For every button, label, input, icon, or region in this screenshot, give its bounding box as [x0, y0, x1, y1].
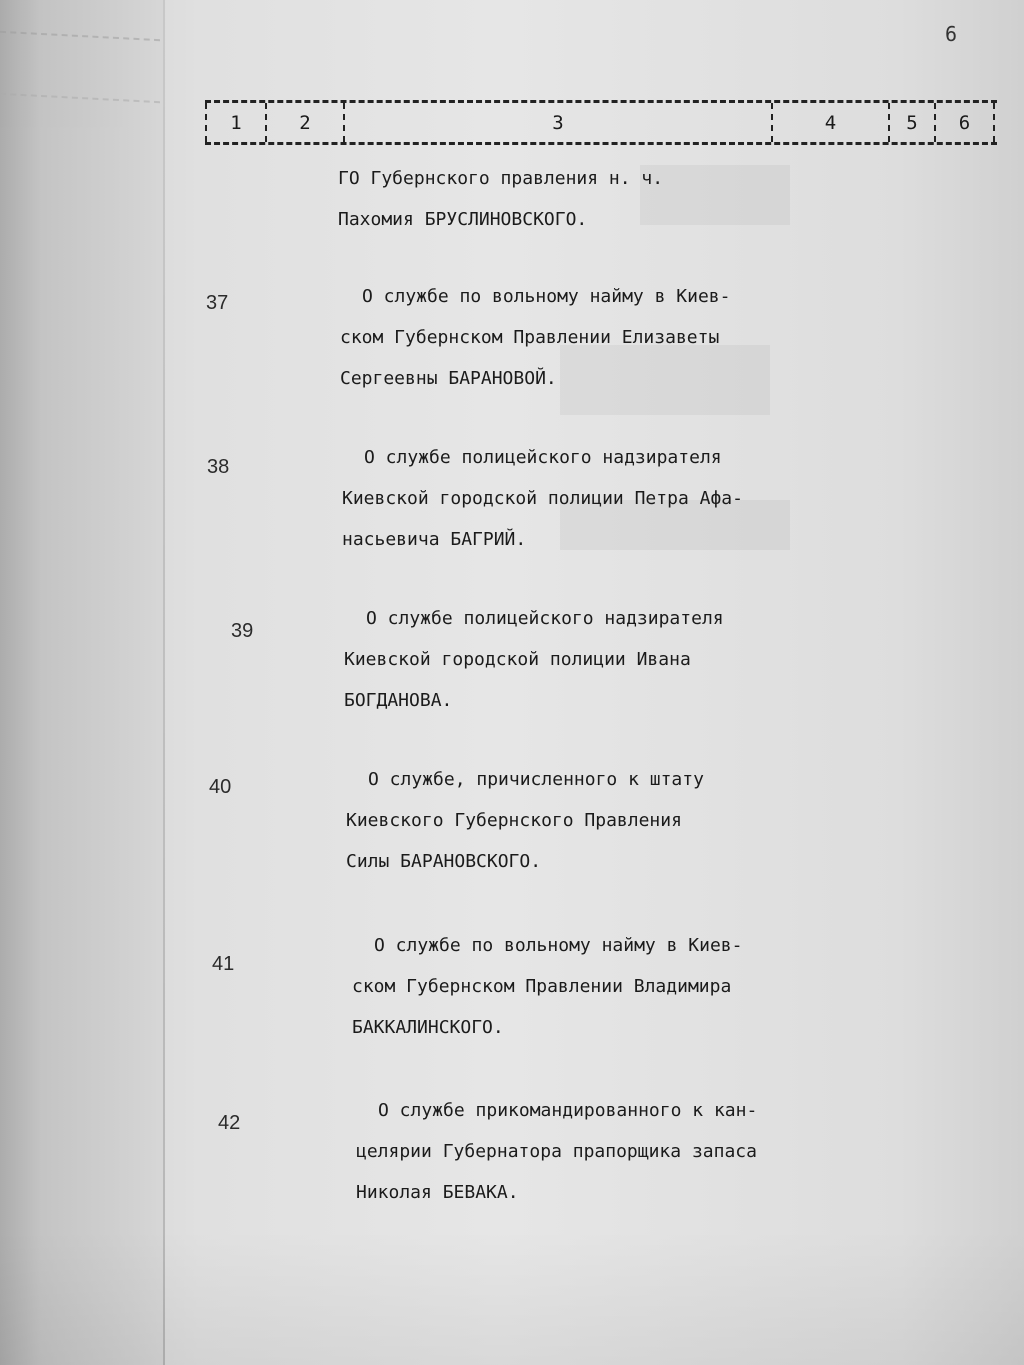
- text-line: Николая БЕВАКА.: [356, 1182, 519, 1203]
- column-header-2: 2: [265, 103, 343, 142]
- text-line: О службе по вольному найму в Киев-: [362, 286, 731, 307]
- entry-number: 39: [231, 620, 254, 642]
- column-header-6: 6: [934, 103, 995, 142]
- column-header-3: 3: [343, 103, 771, 142]
- entry-description: [356, 1090, 757, 1213]
- text-line: Сергеевны БАРАНОВОЙ.: [340, 368, 557, 389]
- text-line: О службе, причисленного к штату: [368, 769, 704, 790]
- text-line: О службе полицейского надзирателя: [364, 447, 722, 468]
- text-line: ском Губернском Правлении Владимира: [352, 976, 732, 997]
- text-line: насьевича БАГРИЙ.: [342, 529, 527, 550]
- text-line: ГО Губернского правления н. ч.: [338, 168, 664, 189]
- entry-description: [344, 598, 724, 721]
- text-line: О службе полицейского надзирателя: [366, 608, 724, 629]
- text-line: Киевской городской полиции Ивана: [344, 649, 691, 670]
- column-header-1: 1: [205, 103, 265, 142]
- entry-number: 37: [206, 292, 229, 314]
- entry-description: [346, 759, 704, 882]
- entry-description: [340, 276, 730, 399]
- entry-description: [342, 437, 743, 560]
- text-line: Киевской городской полиции Петра Афа-: [342, 488, 743, 509]
- page-number: 6: [945, 22, 958, 46]
- entry-number: 41: [212, 953, 235, 975]
- text-line: О службе по вольному найму в Киев-: [374, 935, 743, 956]
- text-line: О службе прикомандированного к кан-: [378, 1100, 758, 1121]
- entry-description: [352, 925, 742, 1048]
- text-line: ском Губернском Правлении Елизаветы: [340, 327, 720, 348]
- text-line: БАККАЛИНСКОГО.: [352, 1017, 504, 1038]
- entry-number: 42: [218, 1112, 241, 1134]
- text-line: БОГДАНОВА.: [344, 690, 453, 711]
- text-line: Пахомия БРУСЛИНОВСКОГО.: [338, 209, 588, 230]
- page-shadow: [0, 1230, 1024, 1365]
- text-line: Киевского Губернского Правления: [346, 810, 682, 831]
- entry-number: 40: [209, 776, 232, 798]
- continuation-text: [338, 158, 663, 240]
- entry-number: 38: [207, 456, 230, 478]
- column-header-4: 4: [771, 103, 888, 142]
- text-line: целярии Губернатора прапорщика запаса: [356, 1141, 757, 1162]
- column-header-5: 5: [888, 103, 934, 142]
- text-line: Силы БАРАНОВСКОГО.: [346, 851, 542, 872]
